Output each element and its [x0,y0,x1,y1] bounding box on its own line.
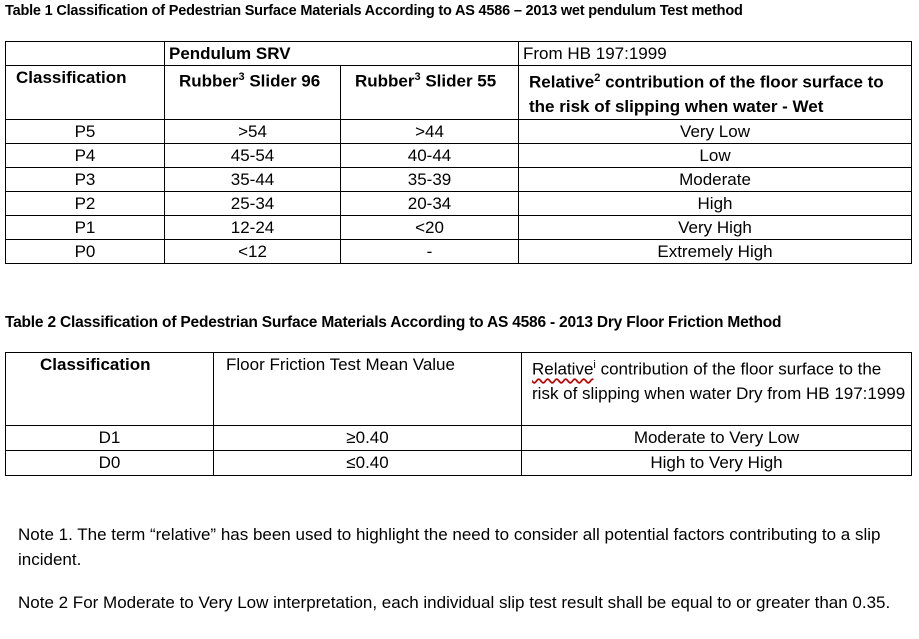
table1-cell-s96: 25-34 [165,191,341,215]
table2-cell-risk: Moderate to Very Low [522,426,912,451]
slider96-sup: 3 [238,71,245,83]
table1-header-pendulum-srv: Pendulum SRV [165,42,519,66]
table1-cell-risk: Extremely High [519,239,912,263]
note-1: Note 1. The term “relative” has been used to highlight the need to consider all potential factors contributing to a slip incident. [18,525,881,569]
note-2: Note 2 For Moderate to Very Low interpretation, each individual slip test result shall be equal to or greater than 0.35. [18,593,891,612]
table1-cell-class: P2 [6,191,165,215]
table1-cell-class: P4 [6,143,165,167]
table2-caption: Table 2 Classification of Pedestrian Surface Materials According to AS 4586 - 2013 Dry Floor Friction Method [5,314,782,331]
table1-header-relative [519,66,912,120]
table1-header-empty [6,42,165,66]
table1-cell-risk: Low [519,143,912,167]
table2-cell-mean: ≤0.40 [214,451,522,476]
table1-cell-risk: Moderate [519,167,912,191]
table1-cell-risk: High [519,191,912,215]
relative-prefix: Relative [529,72,595,92]
relative-word: Relative [532,359,594,379]
table1-header-classification: Classification [6,66,165,120]
table1-cell-s55: 40-44 [341,143,519,167]
table1-header-row [6,66,912,120]
table1-cell-s96: 35-44 [165,167,341,191]
table-row [6,239,912,263]
table2-cell-mean: ≥0.40 [214,426,522,451]
table2-header-row [6,353,912,426]
table1-cell-risk: Very Low [519,119,912,143]
slider55-suffix: Slider 55 [420,71,497,91]
table1-cell-class: P1 [6,215,165,239]
table1-header-slider96 [165,66,341,120]
table-row [6,143,912,167]
table2-header-classification: Classification [6,353,214,426]
table-row [6,191,912,215]
table1-cell-risk: Very High [519,215,912,239]
table1-caption: Table 1 Classification of Pedestrian Surface Materials According to AS 4586 – 2013 wet pendulum Test method [5,3,743,19]
relative-suffix: contribution of the floor surface to the risk of slipping when water - Wet [529,72,884,116]
slider96-prefix: Rubber [179,71,239,91]
slider96-suffix: Slider 96 [244,71,321,91]
table1-cell-s96: >54 [165,119,341,143]
table-row [6,215,912,239]
slider55-prefix: Rubber [355,71,415,91]
table1-cell-s55: - [341,239,519,263]
table-row [6,119,912,143]
table2-header-mean: Floor Friction Test Mean Value [214,353,522,426]
table1-cell-s96: 45-54 [165,143,341,167]
table1 [5,41,912,264]
table-row [6,426,912,451]
table1-cell-s55: <20 [341,215,519,239]
table1-cell-s96: <12 [165,239,341,263]
table1-header-hb: From HB 197:1999 [519,42,912,66]
table2-cell-risk: High to Very High [522,451,912,476]
table2-header-relative [522,353,912,426]
table2-cell-class: D0 [6,451,214,476]
relative-sup: i [593,359,596,371]
table1-header-slider55 [341,66,519,120]
table1-cell-s55: >44 [341,119,519,143]
table1-cell-class: P5 [6,119,165,143]
slider55-sup: 3 [414,71,421,83]
table-row [6,167,912,191]
table-row [6,451,912,476]
table1-cell-class: P0 [6,239,165,263]
table1-cell-s55: 20-34 [341,191,519,215]
table1-cell-s96: 12-24 [165,215,341,239]
table1-cell-class: P3 [6,167,165,191]
relative-rest: contribution of the floor surface to the risk of slipping when water Dry from HB 197:1999 [532,359,906,403]
table1-header-group-row [6,42,912,66]
relative-sup: 2 [594,72,601,84]
table2-cell-class: D1 [6,426,214,451]
table2 [5,352,912,476]
table1-cell-s55: 35-39 [341,167,519,191]
